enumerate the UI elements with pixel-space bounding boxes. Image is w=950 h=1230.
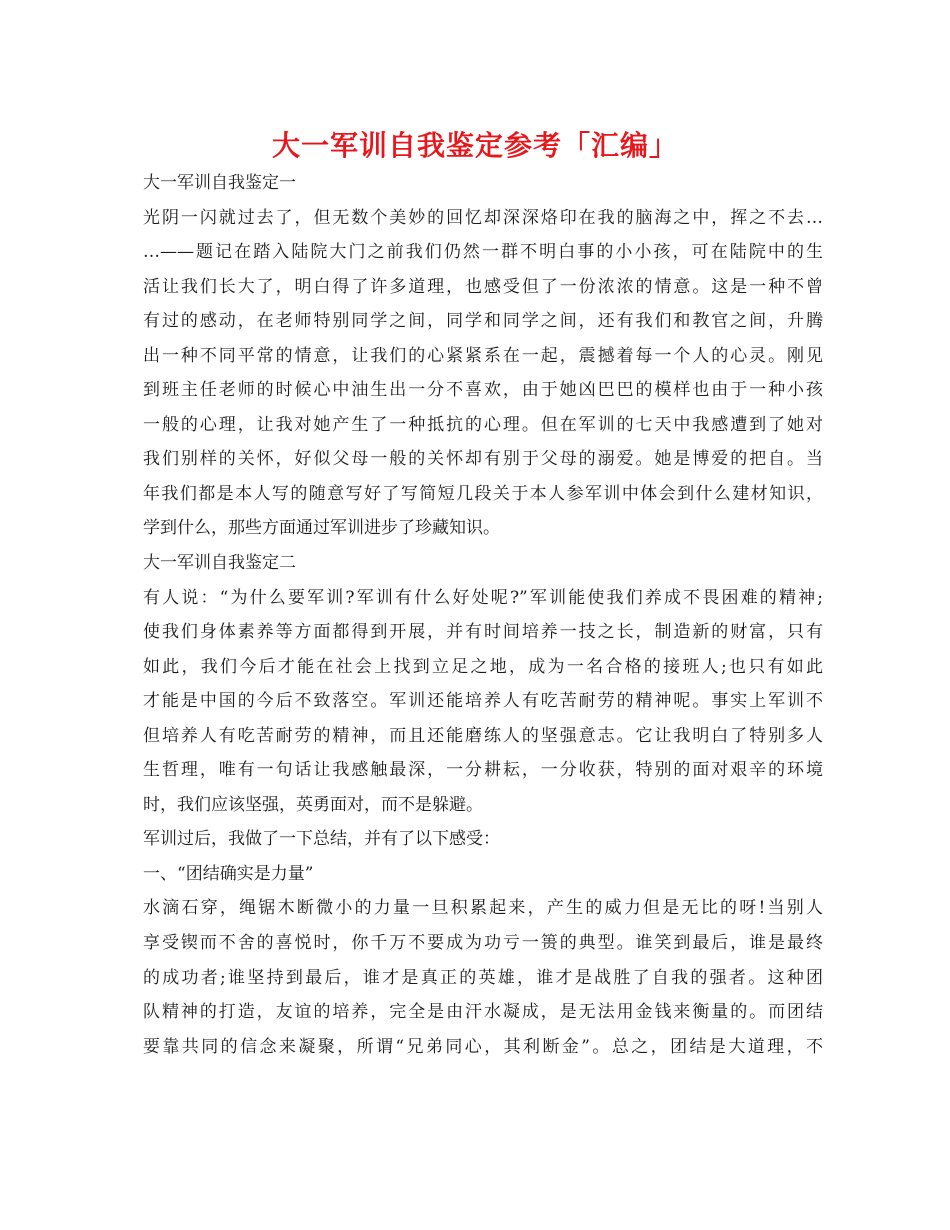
text-line: 时，我们应该坚强，英勇面对，而不是躲避。 [143, 794, 483, 815]
text-line: 生哲理，唯有一句话让我感触最深，一分耕耘，一分收获，特别的面对艰辛的环境 [143, 760, 823, 781]
text-line: 才能是中国的今后不致落空。军训还能培养人有吃苦耐劳的精神呢。事实上军训不 [143, 691, 823, 712]
text-line: 我们别样的关怀，好似父母一般的关怀却有别于父母的溺爱。她是博爱的把自。当 [143, 449, 823, 470]
text-line: 到班主任老师的时候心中油生出一分不喜欢，由于她凶巴巴的模样也由于一种小孩 [143, 380, 823, 401]
text-line: 队精神的打造，友谊的培养，完全是由汗水凝成，是无法用金钱来衡量的。而团结 [143, 1002, 823, 1023]
text-line: 大一军训自我鉴定二 [143, 553, 296, 574]
text-line: 年我们都是本人写的随意写好了写简短几段关于本人参军训中体会到什么建材知识， [143, 483, 823, 504]
text-line: 享受锲而不舍的喜悦时，你千万不要成为功亏一篑的典型。谁笑到最后，谁是最终 [143, 933, 823, 954]
text-line: 大一军训自我鉴定一 [143, 173, 296, 193]
text-line: 有过的感动，在老师特别同学之间，同学和同学之间，还有我们和教官之间，升腾 [143, 311, 823, 332]
text-line: 出一种不同平常的情意，让我们的心紧紧系在一起，震撼着每一个人的心灵。刚见 [143, 345, 823, 366]
text-line: 一、“团结确实是力量” [143, 863, 314, 884]
text-line: 如此，我们今后才能在社会上找到立足之地，成为一名合格的接班人;也只有如此 [143, 656, 823, 677]
text-line: 要靠共同的信念来凝聚，所谓“兄弟同心，其利断金”。总之，团结是大道理，不 [143, 1036, 823, 1057]
text-line: 学到什么，那些方面通过军训进步了珍藏知识。 [143, 518, 500, 539]
document-body [143, 166, 823, 1064]
text-line: 使我们身体素养等方面都得到开展，并有时间培养一技之长，制造新的财富，只有 [143, 622, 823, 643]
text-line: 有人说：“为什么要军训?军训有什么好处呢?”军训能使我们养成不畏困难的精神; [143, 587, 823, 608]
text-line: 但培养人有吃苦耐劳的精神，而且还能磨练人的坚强意志。它让我明白了特别多人 [143, 725, 823, 746]
text-line: 一般的心理，让我对她产生了一种抵抗的心理。但在军训的七天中我感遭到了她对 [143, 414, 823, 435]
text-line: 光阴一闪就过去了，但无数个美妙的回忆却深深烙印在我的脑海之中，挥之不去… [143, 207, 823, 228]
text-line: 活让我们长大了，明白得了许多道理，也感受但了一份浓浓的情意。这是一种不曾 [143, 276, 823, 297]
text-line: 军训过后，我做了一下总结，并有了以下感受： [143, 829, 500, 850]
text-line: …——题记在踏入陆院大门之前我们仍然一群不明白事的小小孩，可在陆院中的生 [143, 242, 823, 263]
text-line: 水滴石穿，绳锯木断微小的力量一旦积累起来，产生的威力但是无比的呀!当别人 [143, 898, 823, 919]
document-title: 大一军训自我鉴定参考「汇编」 [271, 129, 678, 162]
text-line: 的成功者;谁坚持到最后，谁才是真正的英雄，谁才是战胜了自我的强者。这种团 [143, 967, 823, 988]
